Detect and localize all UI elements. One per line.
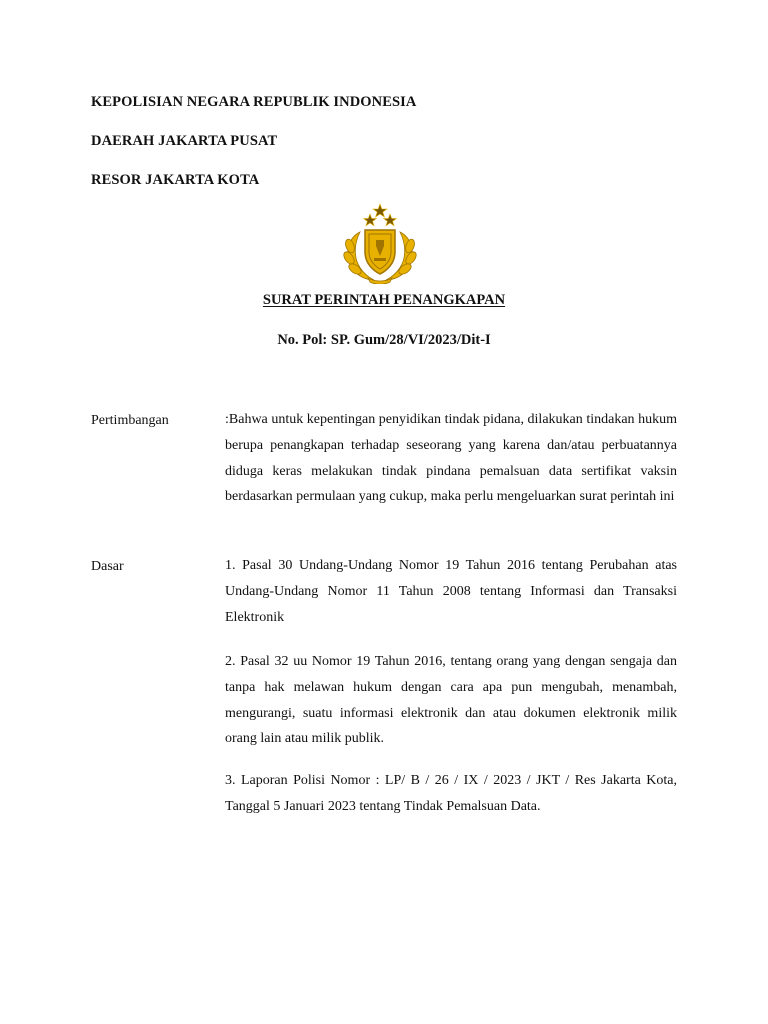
emblem-shield: [365, 230, 395, 274]
dasar-item-1: 1. Pasal 30 Undang-Undang Nomor 19 Tahun 2016 tentang Perubahan atas Undang-Undang Nomor 11 Tahun 2008 tentang Informasi dan Transaksi Elektronik: [225, 558, 677, 625]
header-line-3: RESOR JAKARTA KOTA: [91, 172, 260, 188]
header-line-1: KEPOLISIAN NEGARA REPUBLIK INDONESIA: [91, 94, 417, 110]
police-emblem-icon: [338, 202, 422, 284]
document-title-text: SURAT PERINTAH PENANGKAPAN: [262, 292, 506, 308]
label-dasar: Dasar: [91, 559, 124, 574]
header-line-2: DAERAH JAKARTA PUSAT: [91, 133, 278, 149]
document-title: [0, 292, 768, 309]
emblem-stars: [364, 204, 397, 226]
dasar-item-2: 2. Pasal 32 uu Nomor 19 Tahun 2016, tentang orang yang dengan sengaja dan tanpa hak melawan hukum dengan cara apa pun mengubah, menambah, mengurangi, suatu informasi elektronik dan atau dokumen elektronik milik orang lain atau milik publik.: [225, 654, 677, 747]
label-pertimbangan: Pertimbangan: [91, 413, 169, 428]
document-number: No. Pol: SP. Gum/28/VI/2023/Dit-I: [277, 332, 491, 348]
dasar-item-3: 3. Laporan Polisi Nomor : LP/ B / 26 / IX / 2023 / JKT / Res Jakarta Kota, Tanggal 5 Januari 2023 tentang Tindak Pemalsuan Data.: [225, 773, 677, 814]
pertimbangan-text: :Bahwa untuk kepentingan penyidikan tindak pidana, dilakukan tindakan hukum berupa penangkapan terhadap seseorang yang karena dan/atau perbuatannya diduga keras melakukan tindak pindana pemalsuan data sertifikat vaksin berdasarkan permulaan yang cukup, maka perlu mengeluarkan surat perintah ini: [225, 412, 677, 505]
